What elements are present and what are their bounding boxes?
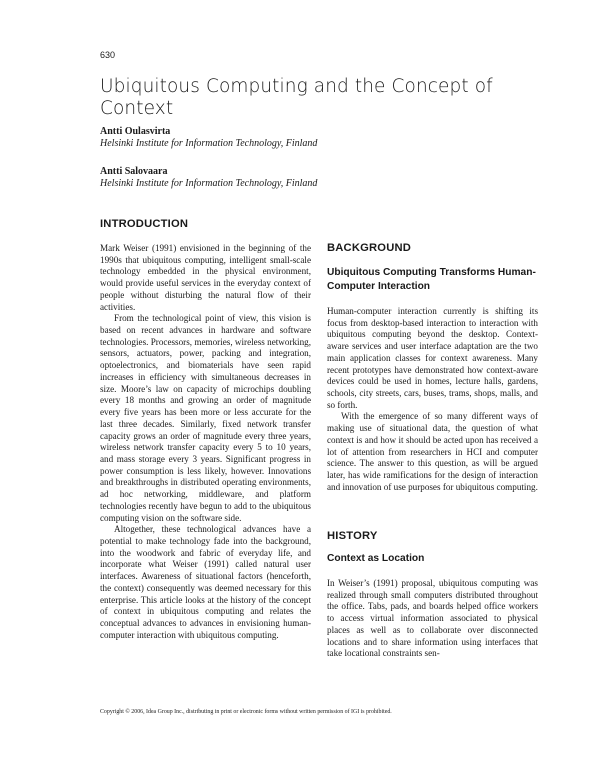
introduction-body — [100, 243, 311, 641]
paragraph: Human-computer interaction currently is shifting its focus from desktop-based interaction to interaction with ubiquitous computing beyond the desktop. Context-aware services and user interface adaptation are the two main application classes for context awareness. Many recent prototypes have demonstrated how context-aware devices could be used in homes, lecture halls, gardens, schools, city streets, cars, buses, trams, shops, malls, and so forth. — [327, 306, 538, 410]
author-block-1 — [100, 126, 317, 150]
author-block-2 — [100, 166, 317, 190]
history-heading: HISTORY — [327, 530, 378, 542]
author-name: Antti Oulasvirta — [100, 126, 171, 137]
background-subheading: Ubiquitous Computing Transforms Human-Computer Interaction — [327, 267, 536, 292]
author-name: Antti Salovaara — [100, 166, 168, 177]
paragraph: Mark Weiser (1991) envisioned in the beginning of the 1990s that ubiquitous computing, intelligent small-scale technology embedded in the physical environment, would provide useful services in the everyday context of people without disturbing the natural flow of their activities. — [100, 243, 311, 312]
copyright-footer: Copyright © 2006, Idea Group Inc., distributing in print or electronic forms without written permission of IGI is prohibited. — [100, 709, 392, 715]
paragraph: With the emergence of so many different ways of making use of situational data, the question of what context is and how it should be acted upon has received a lot of attention from researchers in HCI and computer science. The answer to this question, as will be argued later, has wide ramifications for the design of interaction and innovation of use purposes for ubiquitous computing. — [327, 411, 538, 492]
background-body — [327, 306, 538, 494]
paragraph: In Weiser’s (1991) proposal, ubiquitous computing was realized through small computers distributed throughout the office. Tabs, pads, and boards helped office workers to access virtual information associated to physical places as well as to collaborate over disconnected locations and to share information using interfaces that take locational constraints sen- — [327, 578, 538, 659]
history-subheading: Context as Location — [327, 553, 425, 564]
author-affiliation: Helsinki Institute for Information Technology, Finland — [100, 178, 318, 189]
article-title: Ubiquitous Computing and the Concept of Context — [100, 76, 493, 119]
page-number: 630 — [100, 50, 116, 60]
background-heading: BACKGROUND — [327, 242, 412, 254]
paragraph: Altogether, these technological advances have a potential to make technology fade into the background, into the woodwork and fabric of everyday life, and incorporate what Weiser (1991) called natural user interfaces. Awareness of situational factors (henceforth, the context) consequently was deemed necessary for this enterprise. This article looks at the history of the concept of context in ubiquitous computing and relates the conceptual advances to advances in envisioning human-computer interaction with ubiquitous computing. — [100, 524, 311, 640]
paragraph: From the technological point of view, this vision is based on recent advances in hardware and software technologies. Processors, memories, wireless networking, sensors, actuators, power, packing and integration, optoelectronics, and biomaterials have seen rapid increases in efficiency with simultaneous decreases in size. Moore’s law on capacity of microchips doubling every 18 months and growing an order of magnitude every five years has been more or less accurate for the last three decades. Similarly, fixed network transfer capacity grows an order of magnitude every three years, wireless network transfer capacity every 5 to 10 years, and mass storage every 3 years. Significant progress in power consumption is less likely, however. Innovations and breakthroughs in distributed operating environments, ad hoc networking, middleware, and platform technologies recently have begun to add to the ubiquitous computing vision on the software side. — [100, 313, 311, 523]
introduction-heading: INTRODUCTION — [100, 218, 189, 230]
author-affiliation: Helsinki Institute for Information Technology, Finland — [100, 138, 318, 149]
history-body — [327, 578, 538, 660]
